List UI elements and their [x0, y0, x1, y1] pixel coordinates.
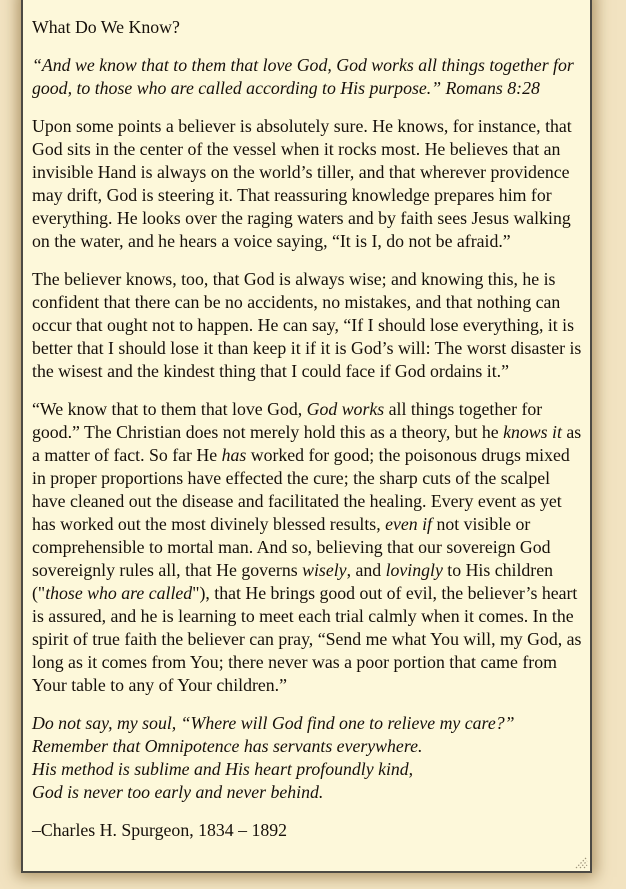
paragraph: The believer knows, too, that God is always wise; and knowing this, he is confident that there can be no accidents, no mistakes, and that nothing can occur that ought not to happen. He can say, “If I should lose everything, it is better that I should lose it than keep it if it is God’s will: The worst disaster is the wisest and the kindest thing that I could face if God ordains it.”: [32, 269, 582, 381]
document-title: What Do We Know?: [32, 17, 180, 37]
document-blocks: [32, 54, 582, 804]
signature: –Charles H. Spurgeon, 1834 – 1892: [32, 820, 288, 840]
document-textarea[interactable]: [21, 0, 592, 873]
paragraph: Upon some points a believer is absolutely sure. He knows, for instance, that God sits in the center of the vessel when it rocks most. He believes that an invisible Hand is always on the world’s tiller, and that wherever providence may drift, God is steering it. That reassuring knowledge prepares him for everything. He looks over the raging waters and by faith sees Jesus walking on the water, and he hears a voice saying, “It is I, do not be afraid.”: [32, 116, 572, 251]
quote: “And we know that to them that love God, God works all things together for good, to those who are called according to His purpose.” Romans 8:28: [32, 55, 574, 98]
paragraph: “We know that to them that love God, God works all things together for good.” The Christian does not merely hold this as a theory, but he knows it as a matter of fact. So far He has worked for good; the poisonous drugs mixed in proper proportions have effected the cure; the sharp cuts of the scalpel have cleaned out the disease and facilitated the healing. Every event as yet has worked out the most divinely blessed results, even if not visible or comprehensible to mortal man. And so, believing that our sovereign God sovereignly rules all, that He governs wisely, and lovingly to His children ("those who are called"), that He brings good out of evil, the believer’s heart is assured, and he is learning to meet each trial calmly when it comes. In the spirit of true faith the believer can pray, “Send me what You will, my God, as long as it comes from You; there never was a poor portion that came from Your table to any of Your children.”: [32, 399, 582, 695]
poem: Do not say, my soul, “Where will God find one to relieve my care?” Remember that Omnipotence has servants everywhere. His method is sublime and His heart profoundly kind, God is never too early and never behind.: [32, 713, 515, 802]
resize-grip-icon[interactable]: [573, 854, 588, 869]
